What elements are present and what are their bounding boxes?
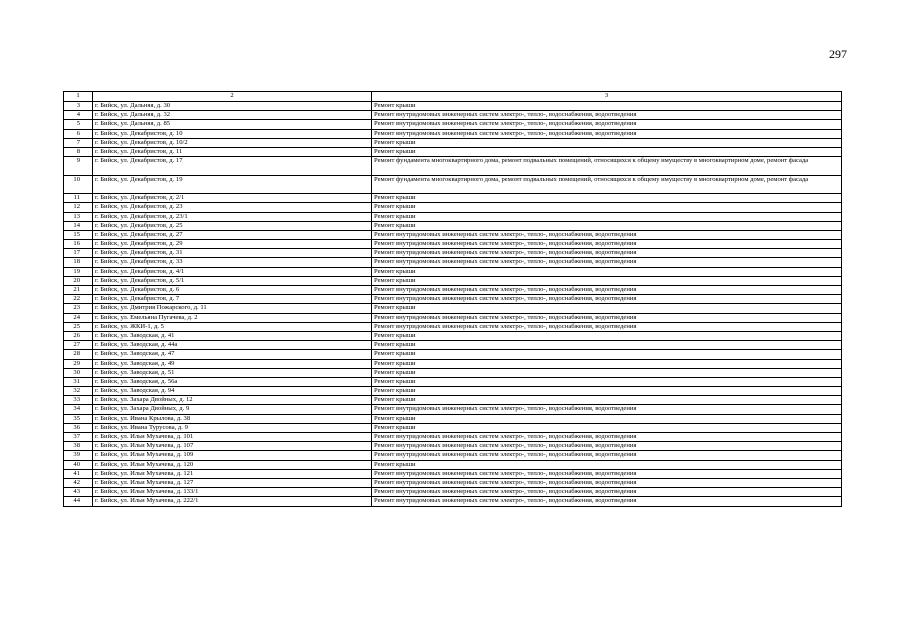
table-row [64,377,842,386]
table-row [64,433,842,442]
work-type-cell: Ремонт внутридомовых инженерных систем электро-, тепло-, водоснабжения, водоотведения [372,451,842,460]
row-number-cell: 23 [64,304,93,313]
address-cell: г. Бийск, ул. Декабристов, д. 29 [93,240,372,249]
repair-table [63,91,842,507]
table-row [64,203,842,212]
work-type-cell: Ремонт крыши [372,304,842,313]
address-cell: г. Бийск, ул. Заводская, д. 51 [93,368,372,377]
work-type-cell: Ремонт внутридомовых инженерных систем электро-, тепло-, водоснабжения, водоотведения [372,258,842,267]
work-type-cell: Ремонт внутридомовых инженерных систем электро-, тепло-, водоснабжения, водоотведения [372,230,842,239]
work-type-cell: Ремонт внутридомовых инженерных систем электро-, тепло-, водоснабжения, водоотведения [372,240,842,249]
address-cell: г. Бийск, ул. Ивана Крылова, д. 38 [93,414,372,423]
address-cell: г. Бийск, ул. Декабристов, д. 25 [93,221,372,230]
table-row [64,469,842,478]
row-number-cell: 37 [64,433,93,442]
table-row [64,387,842,396]
row-number-cell: 15 [64,230,93,239]
address-cell: г. Бийск, ул. Заводская, д. 47 [93,350,372,359]
row-number-cell: 29 [64,359,93,368]
table-row [64,221,842,230]
header-cell-address: 2 [93,92,372,102]
work-type-cell: Ремонт внутридомовых инженерных систем электро-, тепло-, водоснабжения, водоотведения [372,322,842,331]
work-type-cell: Ремонт внутридомовых инженерных систем электро-, тепло-, водоснабжения, водоотведения [372,469,842,478]
table-row [64,488,842,497]
page-number: 297 [829,47,847,61]
work-type-cell: Ремонт крыши [372,377,842,386]
address-cell: г. Бийск, ул. Ильи Мухачева, д. 121 [93,469,372,478]
table-row [64,258,842,267]
table-row [64,405,842,414]
work-type-cell: Ремонт крыши [372,368,842,377]
address-cell: г. Бийск, ул. Емельяна Пугачева, д. 2 [93,313,372,322]
table-row [64,331,842,340]
address-cell: г. Бийск, ул. Декабристов, д. 17 [93,157,372,176]
address-cell: г. Бийск, ул. Декабристов, д. 23 [93,203,372,212]
address-cell: г. Бийск, ул. Декабристов, д. 2/1 [93,194,372,203]
table-row [64,240,842,249]
work-type-cell: Ремонт крыши [372,396,842,405]
address-cell: г. Бийск, ул. Заводская, д. 49 [93,359,372,368]
address-cell: г. Бийск, ул. Заводская, д. 44а [93,341,372,350]
address-cell: г. Бийск, ул. Декабристов, д. 10/2 [93,138,372,147]
table-row [64,350,842,359]
address-cell: г. Бийск, ул. Ивана Турусова, д. 9 [93,423,372,432]
row-number-cell: 40 [64,460,93,469]
work-type-cell: Ремонт внутридомовых инженерных систем электро-, тепло-, водоснабжения, водоотведения [372,478,842,487]
row-number-cell: 12 [64,203,93,212]
address-cell: г. Бийск, ул. Дальняя, д. 30 [93,102,372,111]
work-type-cell: Ремонт крыши [372,387,842,396]
address-cell: г. Бийск, ул. Декабристов, д. 7 [93,295,372,304]
work-type-cell: Ремонт крыши [372,276,842,285]
table-row [64,157,842,176]
row-number-cell: 44 [64,497,93,506]
row-number-cell: 6 [64,129,93,138]
table-row [64,120,842,129]
work-type-cell: Ремонт фундамента многоквартирного дома, ремонт подвальных помещений, относящихся к общему имуществу в многоквартирном доме, ремонт фасада [372,175,842,194]
header-cell-work-type: 3 [372,92,842,102]
row-number-cell: 28 [64,350,93,359]
table-row [64,478,842,487]
address-cell: г. Бийск, ул. Декабристов, д. 6 [93,286,372,295]
row-number-cell: 14 [64,221,93,230]
address-cell: г. Бийск, ул. Декабристов, д. 23/1 [93,212,372,221]
work-type-cell: Ремонт крыши [372,350,842,359]
work-type-cell: Ремонт крыши [372,212,842,221]
table-row [64,267,842,276]
table-row [64,322,842,331]
address-cell: г. Бийск, ул. Декабристов, д. 31 [93,249,372,258]
work-type-cell: Ремонт внутридомовых инженерных систем электро-, тепло-, водоснабжения, водоотведения [372,488,842,497]
row-number-cell: 41 [64,469,93,478]
work-type-cell: Ремонт внутридомовых инженерных систем электро-, тепло-, водоснабжения, водоотведения [372,111,842,120]
work-type-cell: Ремонт крыши [372,423,842,432]
work-type-cell: Ремонт крыши [372,102,842,111]
work-type-cell: Ремонт внутридомовых инженерных систем электро-, тепло-, водоснабжения, водоотведения [372,120,842,129]
work-type-cell: Ремонт внутридомовых инженерных систем электро-, тепло-, водоснабжения, водоотведения [372,249,842,258]
row-number-cell: 8 [64,147,93,156]
address-cell: г. Бийск, ул. Ильи Мухачева, д. 120 [93,460,372,469]
address-cell: г. Бийск, ул. Декабристов, д. 11 [93,147,372,156]
address-cell: г. Бийск, ул. Декабристов, д. 33 [93,258,372,267]
table-row [64,359,842,368]
row-number-cell: 38 [64,442,93,451]
work-type-cell: Ремонт крыши [372,147,842,156]
work-type-cell: Ремонт внутридомовых инженерных систем электро-, тепло-, водоснабжения, водоотведения [372,295,842,304]
row-number-cell: 27 [64,341,93,350]
table-row [64,138,842,147]
address-cell: г. Бийск, ул. ЖКИ-1, д. 5 [93,322,372,331]
address-cell: г. Бийск, ул. Ильи Мухачева, д. 222/1 [93,497,372,506]
table-body [64,102,842,507]
table-row [64,147,842,156]
table-row [64,304,842,313]
row-number-cell: 35 [64,414,93,423]
address-cell: г. Бийск, ул. Декабристов, д. 19 [93,175,372,194]
work-type-cell: Ремонт крыши [372,460,842,469]
table-row [64,451,842,460]
table-row [64,341,842,350]
table-row [64,230,842,239]
work-type-cell: Ремонт крыши [372,138,842,147]
table-row [64,295,842,304]
work-type-cell: Ремонт крыши [372,267,842,276]
row-number-cell: 32 [64,387,93,396]
address-cell: г. Бийск, ул. Дальняя, д. 85 [93,120,372,129]
work-type-cell: Ремонт внутридомовых инженерных систем электро-, тепло-, водоснабжения, водоотведения [372,442,842,451]
table-row [64,286,842,295]
table-row [64,175,842,194]
work-type-cell: Ремонт внутридомовых инженерных систем электро-, тепло-, водоснабжения, водоотведения [372,129,842,138]
table-row [64,497,842,506]
table-row [64,102,842,111]
table-row [64,249,842,258]
row-number-cell: 21 [64,286,93,295]
work-type-cell: Ремонт внутридомовых инженерных систем электро-, тепло-, водоснабжения, водоотведения [372,405,842,414]
table-row [64,129,842,138]
address-cell: г. Бийск, ул. Захара Двойных, д. 12 [93,396,372,405]
work-type-cell: Ремонт крыши [372,194,842,203]
table-row [64,368,842,377]
table-row [64,194,842,203]
address-cell: г. Бийск, ул. Декабристов, д. 10 [93,129,372,138]
address-cell: г. Бийск, ул. Декабристов, д. 4/1 [93,267,372,276]
row-number-cell: 34 [64,405,93,414]
work-type-cell: Ремонт крыши [372,341,842,350]
row-number-cell: 18 [64,258,93,267]
address-cell: г. Бийск, ул. Дальняя, д. 32 [93,111,372,120]
address-cell: г. Бийск, ул. Заводская, д. 41 [93,331,372,340]
address-cell: г. Бийск, ул. Ильи Мухачева, д. 109 [93,451,372,460]
address-cell: г. Бийск, ул. Дмитрия Пожарского, д. 11 [93,304,372,313]
work-type-cell: Ремонт крыши [372,359,842,368]
work-type-cell: Ремонт крыши [372,331,842,340]
table-row [64,414,842,423]
table-header-row [64,92,842,102]
row-number-cell: 39 [64,451,93,460]
work-type-cell: Ремонт крыши [372,221,842,230]
row-number-cell: 43 [64,488,93,497]
table-row [64,276,842,285]
work-type-cell: Ремонт внутридомовых инженерных систем электро-, тепло-, водоснабжения, водоотведения [372,433,842,442]
row-number-cell: 10 [64,175,93,194]
work-type-cell: Ремонт внутридомовых инженерных систем электро-, тепло-, водоснабжения, водоотведения [372,497,842,506]
work-type-cell: Ремонт внутридомовых инженерных систем электро-, тепло-, водоснабжения, водоотведения [372,313,842,322]
row-number-cell: 5 [64,120,93,129]
header-cell-number: 1 [64,92,93,102]
row-number-cell: 31 [64,377,93,386]
row-number-cell: 3 [64,102,93,111]
row-number-cell: 4 [64,111,93,120]
row-number-cell: 22 [64,295,93,304]
table-row [64,460,842,469]
address-cell: г. Бийск, ул. Декабристов, д. 5/1 [93,276,372,285]
row-number-cell: 9 [64,157,93,176]
table-row [64,442,842,451]
address-cell: г. Бийск, ул. Заводская, д. 56а [93,377,372,386]
row-number-cell: 33 [64,396,93,405]
row-number-cell: 19 [64,267,93,276]
table-row [64,212,842,221]
row-number-cell: 30 [64,368,93,377]
table-row [64,423,842,432]
address-cell: г. Бийск, ул. Ильи Мухачева, д. 107 [93,442,372,451]
work-type-cell: Ремонт крыши [372,414,842,423]
address-cell: г. Бийск, ул. Заводская, д. 94 [93,387,372,396]
row-number-cell: 16 [64,240,93,249]
address-cell: г. Бийск, ул. Ильи Мухачева, д. 127 [93,478,372,487]
table-row [64,313,842,322]
work-type-cell: Ремонт фундамента многоквартирного дома, ремонт подвальных помещений, относящихся к общему имуществу в многоквартирном доме, ремонт фасада [372,157,842,176]
row-number-cell: 7 [64,138,93,147]
work-type-cell: Ремонт крыши [372,203,842,212]
row-number-cell: 36 [64,423,93,432]
row-number-cell: 26 [64,331,93,340]
table-row [64,396,842,405]
row-number-cell: 25 [64,322,93,331]
row-number-cell: 24 [64,313,93,322]
address-cell: г. Бийск, ул. Захара Двойных, д. 9 [93,405,372,414]
row-number-cell: 20 [64,276,93,285]
work-type-cell: Ремонт внутридомовых инженерных систем электро-, тепло-, водоснабжения, водоотведения [372,286,842,295]
row-number-cell: 13 [64,212,93,221]
row-number-cell: 17 [64,249,93,258]
row-number-cell: 42 [64,478,93,487]
row-number-cell: 11 [64,194,93,203]
address-cell: г. Бийск, ул. Декабристов, д. 27 [93,230,372,239]
address-cell: г. Бийск, ул. Ильи Мухачева, д. 133/1 [93,488,372,497]
table-row [64,111,842,120]
address-cell: г. Бийск, ул. Ильи Мухачева, д. 101 [93,433,372,442]
